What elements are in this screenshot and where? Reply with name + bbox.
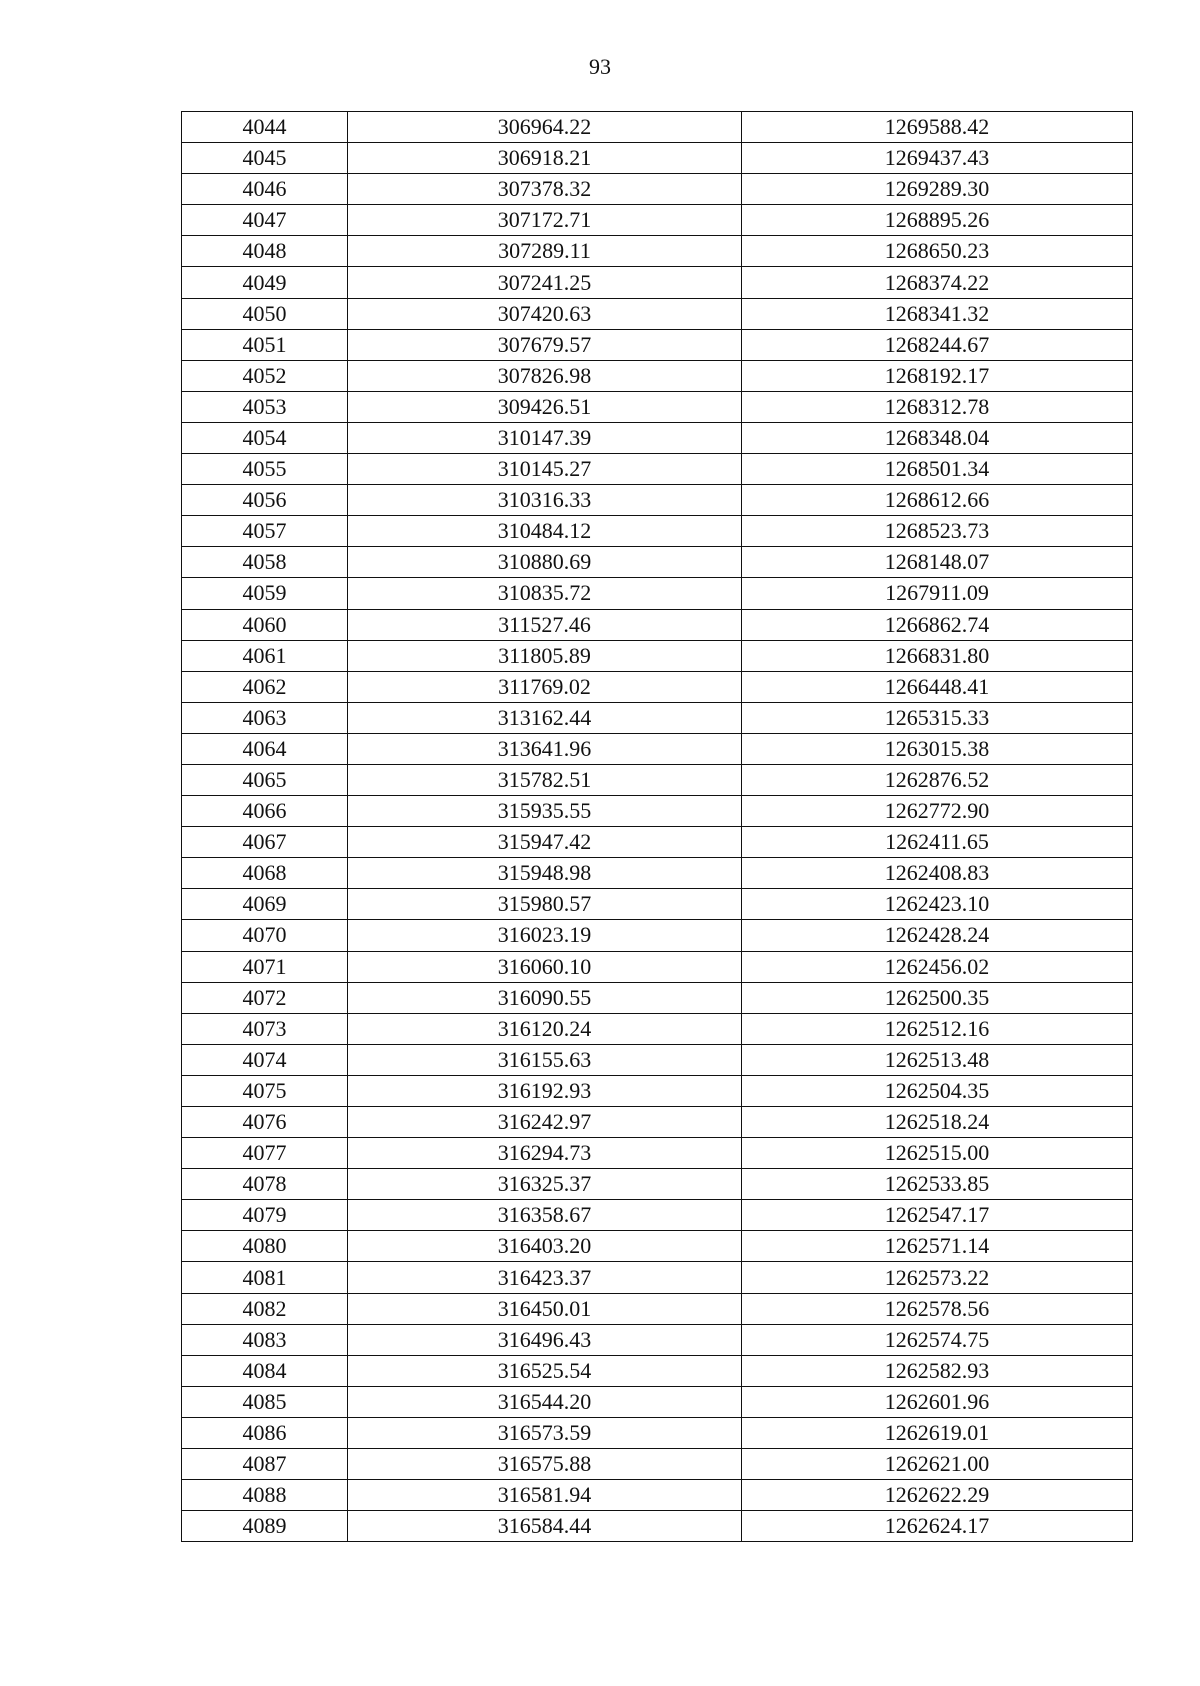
- x-coordinate-cell: 316525.54: [348, 1355, 742, 1386]
- table-row: [182, 547, 1133, 578]
- point-id-cell: 4072: [182, 982, 348, 1013]
- x-coordinate-cell: 310880.69: [348, 547, 742, 578]
- table-row: [182, 205, 1133, 236]
- point-id-cell: 4046: [182, 174, 348, 205]
- y-coordinate-cell: 1268650.23: [742, 236, 1133, 267]
- table-row: [182, 609, 1133, 640]
- y-coordinate-cell: 1269289.30: [742, 174, 1133, 205]
- y-coordinate-cell: 1262423.10: [742, 889, 1133, 920]
- point-id-cell: 4059: [182, 578, 348, 609]
- y-coordinate-cell: 1262622.29: [742, 1480, 1133, 1511]
- x-coordinate-cell: 310484.12: [348, 516, 742, 547]
- point-id-cell: 4074: [182, 1044, 348, 1075]
- y-coordinate-cell: 1262619.01: [742, 1417, 1133, 1448]
- x-coordinate-cell: 307679.57: [348, 329, 742, 360]
- y-coordinate-cell: 1268192.17: [742, 360, 1133, 391]
- table-row: [182, 1138, 1133, 1169]
- x-coordinate-cell: 316120.24: [348, 1013, 742, 1044]
- table-row: [182, 391, 1133, 422]
- table-row: [182, 1169, 1133, 1200]
- table-row: [182, 1417, 1133, 1448]
- table-row: [182, 920, 1133, 951]
- y-coordinate-cell: 1262571.14: [742, 1231, 1133, 1262]
- table-row: [182, 267, 1133, 298]
- x-coordinate-cell: 311769.02: [348, 671, 742, 702]
- x-coordinate-cell: 315980.57: [348, 889, 742, 920]
- table-row: [182, 640, 1133, 671]
- x-coordinate-cell: 316496.43: [348, 1324, 742, 1355]
- y-coordinate-cell: 1262500.35: [742, 982, 1133, 1013]
- table-row: [182, 796, 1133, 827]
- table-row: [182, 1075, 1133, 1106]
- x-coordinate-cell: 316242.97: [348, 1107, 742, 1138]
- table-row: [182, 360, 1133, 391]
- point-id-cell: 4088: [182, 1480, 348, 1511]
- x-coordinate-cell: 316575.88: [348, 1449, 742, 1480]
- table-row: [182, 143, 1133, 174]
- y-coordinate-cell: 1262582.93: [742, 1355, 1133, 1386]
- x-coordinate-cell: 310835.72: [348, 578, 742, 609]
- x-coordinate-cell: 315947.42: [348, 827, 742, 858]
- table-row: [182, 1200, 1133, 1231]
- x-coordinate-cell: 316544.20: [348, 1386, 742, 1417]
- y-coordinate-cell: 1262428.24: [742, 920, 1133, 951]
- y-coordinate-cell: 1266862.74: [742, 609, 1133, 640]
- table-row: [182, 298, 1133, 329]
- x-coordinate-cell: 307241.25: [348, 267, 742, 298]
- point-id-cell: 4080: [182, 1231, 348, 1262]
- point-id-cell: 4054: [182, 422, 348, 453]
- y-coordinate-cell: 1262456.02: [742, 951, 1133, 982]
- table-row: [182, 1262, 1133, 1293]
- y-coordinate-cell: 1268612.66: [742, 485, 1133, 516]
- point-id-cell: 4047: [182, 205, 348, 236]
- point-id-cell: 4061: [182, 640, 348, 671]
- x-coordinate-cell: 313641.96: [348, 733, 742, 764]
- x-coordinate-cell: 316358.67: [348, 1200, 742, 1231]
- point-id-cell: 4056: [182, 485, 348, 516]
- point-id-cell: 4084: [182, 1355, 348, 1386]
- y-coordinate-cell: 1262411.65: [742, 827, 1133, 858]
- point-id-cell: 4081: [182, 1262, 348, 1293]
- x-coordinate-cell: 311527.46: [348, 609, 742, 640]
- point-id-cell: 4089: [182, 1511, 348, 1542]
- y-coordinate-cell: 1262578.56: [742, 1293, 1133, 1324]
- x-coordinate-cell: 310316.33: [348, 485, 742, 516]
- point-id-cell: 4051: [182, 329, 348, 360]
- table-row: [182, 1044, 1133, 1075]
- x-coordinate-cell: 316423.37: [348, 1262, 742, 1293]
- x-coordinate-cell: 315935.55: [348, 796, 742, 827]
- point-id-cell: 4045: [182, 143, 348, 174]
- x-coordinate-cell: 310145.27: [348, 454, 742, 485]
- x-coordinate-cell: 316325.37: [348, 1169, 742, 1200]
- table-row: [182, 1324, 1133, 1355]
- table-row: [182, 112, 1133, 143]
- table-row: [182, 516, 1133, 547]
- y-coordinate-cell: 1262876.52: [742, 764, 1133, 795]
- table-row: [182, 174, 1133, 205]
- y-coordinate-cell: 1268374.22: [742, 267, 1133, 298]
- point-id-cell: 4070: [182, 920, 348, 951]
- point-id-cell: 4071: [182, 951, 348, 982]
- x-coordinate-cell: 316573.59: [348, 1417, 742, 1448]
- point-id-cell: 4076: [182, 1107, 348, 1138]
- point-id-cell: 4053: [182, 391, 348, 422]
- point-id-cell: 4058: [182, 547, 348, 578]
- table-row: [182, 1480, 1133, 1511]
- table-row: [182, 422, 1133, 453]
- table-row: [182, 858, 1133, 889]
- y-coordinate-cell: 1262513.48: [742, 1044, 1133, 1075]
- table-row: [182, 1355, 1133, 1386]
- y-coordinate-cell: 1263015.38: [742, 733, 1133, 764]
- y-coordinate-cell: 1269437.43: [742, 143, 1133, 174]
- table-row: [182, 1013, 1133, 1044]
- point-id-cell: 4079: [182, 1200, 348, 1231]
- y-coordinate-cell: 1262772.90: [742, 796, 1133, 827]
- table-row: [182, 671, 1133, 702]
- point-id-cell: 4063: [182, 702, 348, 733]
- table-row: [182, 889, 1133, 920]
- table-row: [182, 982, 1133, 1013]
- point-id-cell: 4078: [182, 1169, 348, 1200]
- y-coordinate-cell: 1266831.80: [742, 640, 1133, 671]
- table-row: [182, 1231, 1133, 1262]
- table-row: [182, 485, 1133, 516]
- y-coordinate-cell: 1268895.26: [742, 205, 1133, 236]
- y-coordinate-cell: 1268312.78: [742, 391, 1133, 422]
- point-id-cell: 4065: [182, 764, 348, 795]
- table-row: [182, 702, 1133, 733]
- table-body: [182, 112, 1133, 1542]
- y-coordinate-cell: 1269588.42: [742, 112, 1133, 143]
- point-id-cell: 4085: [182, 1386, 348, 1417]
- y-coordinate-cell: 1262601.96: [742, 1386, 1133, 1417]
- point-id-cell: 4087: [182, 1449, 348, 1480]
- x-coordinate-cell: 316450.01: [348, 1293, 742, 1324]
- x-coordinate-cell: 316294.73: [348, 1138, 742, 1169]
- y-coordinate-cell: 1265315.33: [742, 702, 1133, 733]
- x-coordinate-cell: 315782.51: [348, 764, 742, 795]
- point-id-cell: 4082: [182, 1293, 348, 1324]
- y-coordinate-cell: 1268348.04: [742, 422, 1133, 453]
- y-coordinate-cell: 1262518.24: [742, 1107, 1133, 1138]
- x-coordinate-cell: 307420.63: [348, 298, 742, 329]
- table-row: [182, 1386, 1133, 1417]
- point-id-cell: 4067: [182, 827, 348, 858]
- y-coordinate-cell: 1268341.32: [742, 298, 1133, 329]
- table-row: [182, 236, 1133, 267]
- y-coordinate-cell: 1268501.34: [742, 454, 1133, 485]
- point-id-cell: 4086: [182, 1417, 348, 1448]
- x-coordinate-cell: 316403.20: [348, 1231, 742, 1262]
- x-coordinate-cell: 316090.55: [348, 982, 742, 1013]
- point-id-cell: 4068: [182, 858, 348, 889]
- y-coordinate-cell: 1262574.75: [742, 1324, 1133, 1355]
- y-coordinate-cell: 1262624.17: [742, 1511, 1133, 1542]
- point-id-cell: 4052: [182, 360, 348, 391]
- table-row: [182, 1293, 1133, 1324]
- point-id-cell: 4055: [182, 454, 348, 485]
- table-row: [182, 1107, 1133, 1138]
- table-row: [182, 764, 1133, 795]
- point-id-cell: 4060: [182, 609, 348, 640]
- table-row: [182, 454, 1133, 485]
- point-id-cell: 4044: [182, 112, 348, 143]
- point-id-cell: 4075: [182, 1075, 348, 1106]
- point-id-cell: 4048: [182, 236, 348, 267]
- x-coordinate-cell: 316581.94: [348, 1480, 742, 1511]
- x-coordinate-cell: 315948.98: [348, 858, 742, 889]
- x-coordinate-cell: 311805.89: [348, 640, 742, 671]
- point-id-cell: 4064: [182, 733, 348, 764]
- x-coordinate-cell: 316023.19: [348, 920, 742, 951]
- table-row: [182, 827, 1133, 858]
- coordinate-table: [181, 111, 1133, 1542]
- point-id-cell: 4057: [182, 516, 348, 547]
- x-coordinate-cell: 307172.71: [348, 205, 742, 236]
- y-coordinate-cell: 1268148.07: [742, 547, 1133, 578]
- x-coordinate-cell: 316155.63: [348, 1044, 742, 1075]
- point-id-cell: 4066: [182, 796, 348, 827]
- point-id-cell: 4069: [182, 889, 348, 920]
- x-coordinate-cell: 316060.10: [348, 951, 742, 982]
- page-number: 93: [589, 54, 611, 79]
- y-coordinate-cell: 1262504.35: [742, 1075, 1133, 1106]
- y-coordinate-cell: 1266448.41: [742, 671, 1133, 702]
- table-row: [182, 329, 1133, 360]
- point-id-cell: 4073: [182, 1013, 348, 1044]
- y-coordinate-cell: 1262515.00: [742, 1138, 1133, 1169]
- y-coordinate-cell: 1262547.17: [742, 1200, 1133, 1231]
- x-coordinate-cell: 309426.51: [348, 391, 742, 422]
- y-coordinate-cell: 1262512.16: [742, 1013, 1133, 1044]
- table-row: [182, 1511, 1133, 1542]
- point-id-cell: 4049: [182, 267, 348, 298]
- x-coordinate-cell: 316584.44: [348, 1511, 742, 1542]
- y-coordinate-cell: 1262408.83: [742, 858, 1133, 889]
- y-coordinate-cell: 1262621.00: [742, 1449, 1133, 1480]
- table-row: [182, 578, 1133, 609]
- y-coordinate-cell: 1262573.22: [742, 1262, 1133, 1293]
- point-id-cell: 4077: [182, 1138, 348, 1169]
- y-coordinate-cell: 1268244.67: [742, 329, 1133, 360]
- x-coordinate-cell: 313162.44: [348, 702, 742, 733]
- y-coordinate-cell: 1268523.73: [742, 516, 1133, 547]
- x-coordinate-cell: 316192.93: [348, 1075, 742, 1106]
- table-row: [182, 951, 1133, 982]
- point-id-cell: 4062: [182, 671, 348, 702]
- x-coordinate-cell: 306964.22: [348, 112, 742, 143]
- x-coordinate-cell: 307378.32: [348, 174, 742, 205]
- x-coordinate-cell: 307289.11: [348, 236, 742, 267]
- y-coordinate-cell: 1262533.85: [742, 1169, 1133, 1200]
- point-id-cell: 4083: [182, 1324, 348, 1355]
- x-coordinate-cell: 307826.98: [348, 360, 742, 391]
- table-row: [182, 1449, 1133, 1480]
- x-coordinate-cell: 306918.21: [348, 143, 742, 174]
- table-row: [182, 733, 1133, 764]
- x-coordinate-cell: 310147.39: [348, 422, 742, 453]
- y-coordinate-cell: 1267911.09: [742, 578, 1133, 609]
- point-id-cell: 4050: [182, 298, 348, 329]
